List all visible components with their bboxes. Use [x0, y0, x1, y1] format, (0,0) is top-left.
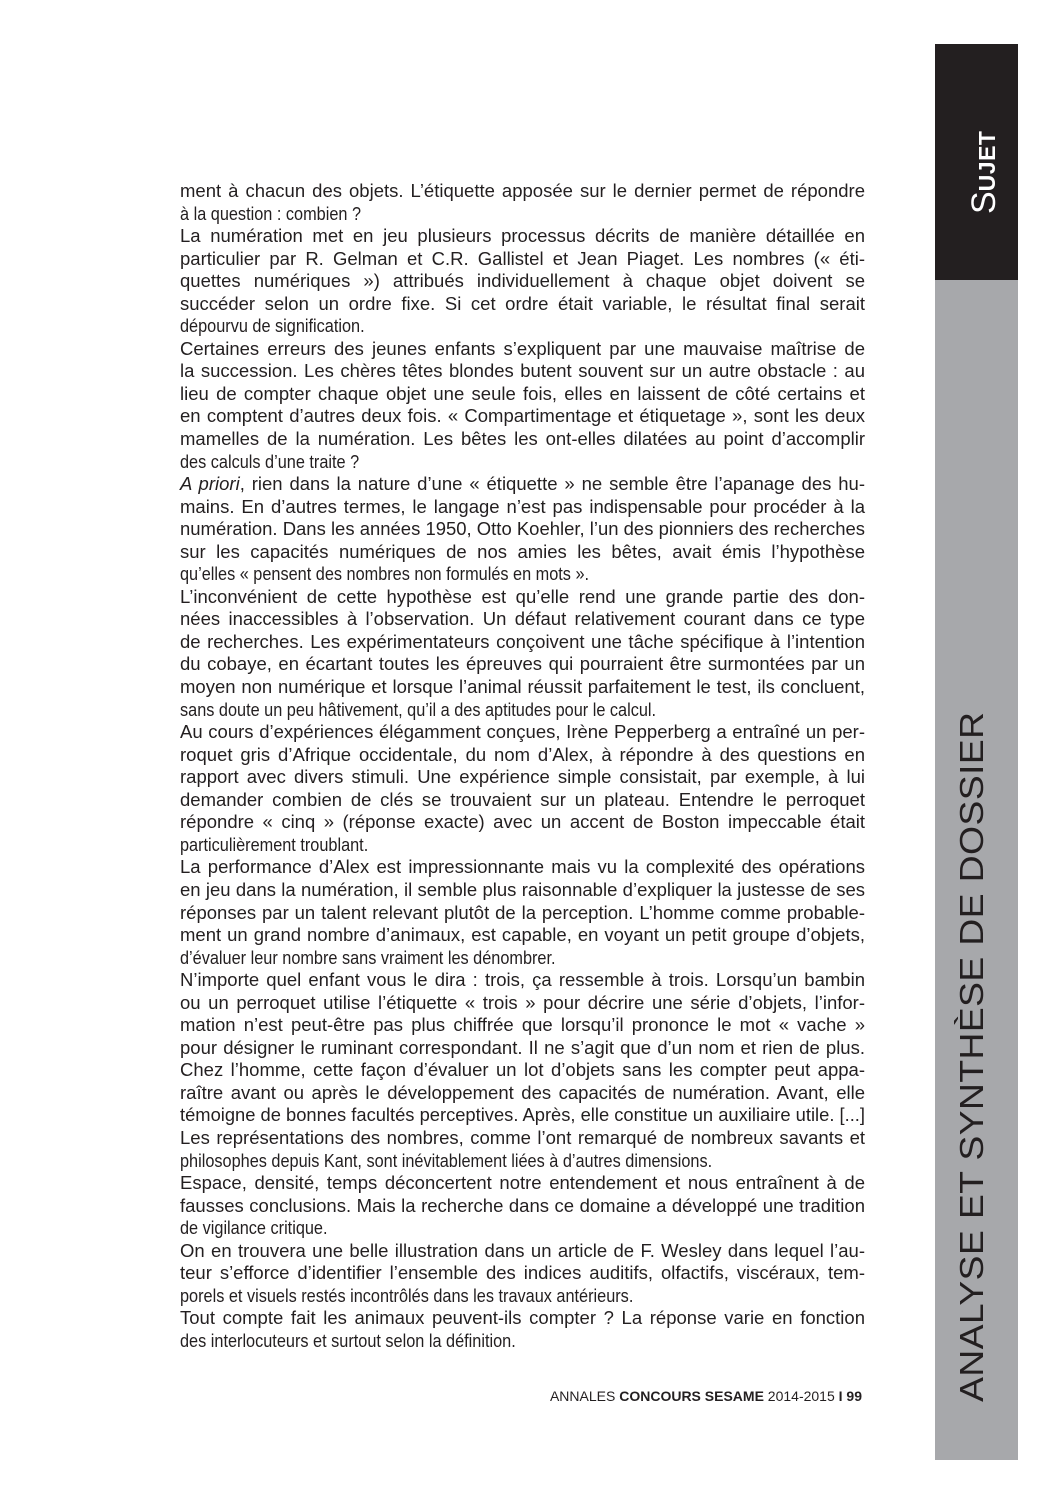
text-line: qu’elles « pensent des nombres non formulés en mots ». — [180, 563, 590, 585]
text-line: sans doute un peu hâtivement, qu’il a des aptitudes pour le calcul. — [180, 698, 657, 720]
text-line: sur les capacités numériques de nos amies les bêtes, avait émis l’hypothèse — [180, 540, 865, 562]
section-title: ANALYSE ET SYNTHÈSE DE DOSSIER — [953, 711, 990, 1402]
text-line: particulièrement troublant. — [180, 833, 369, 855]
text-line: des interlocuteurs et surtout selon la définition. — [180, 1329, 516, 1351]
text-line: répondre « cinq » (réponse exacte) avec un accent de Boston impeccable était — [180, 811, 865, 833]
text-line: philosophes depuis Kant, sont inévitablement liées à d’autres dimensions. — [180, 1149, 713, 1171]
text-line: rapport avec divers stimuli. Une expérience simple consistait, par exemple, à lui — [180, 766, 865, 788]
paragraph — [180, 338, 865, 473]
text-line: réponses par un talent relevant plutôt de la perception. L’homme comme probable- — [180, 901, 865, 923]
text-line: porels et visuels restés incontrôlés dans les travaux antérieurs. — [180, 1284, 634, 1306]
tab-label-rest: UJET — [974, 130, 1000, 192]
paragraph — [180, 1127, 865, 1172]
text-line: A priori, rien dans la nature d’une « étiquette » ne semble être l’apanage des hu- — [180, 473, 865, 495]
page-footer — [550, 1388, 862, 1404]
text-line: pour désigner le ruminant correspondant. Il ne s’agit que d’un nom et rien de plus. — [180, 1036, 865, 1058]
paragraph — [180, 1172, 865, 1240]
paragraph — [180, 1240, 865, 1308]
text-line: la succession. Les chères têtes blondes butent souvent sur un autre obstacle : au — [180, 360, 865, 382]
text-line: Chez l’homme, cette façon d’évaluer un lot d’objets sans les compter peut appa- — [180, 1059, 865, 1081]
footer-prefix: ANNALES — [549, 1388, 616, 1404]
text-line: fausses conclusions. Mais la recherche dans ce domaine a développé une tradition — [180, 1194, 865, 1216]
text-line: Espace, densité, temps déconcertent notre entendement et nous entraînent à de — [180, 1172, 865, 1194]
paragraph — [180, 225, 865, 338]
footer-years: 2014-2015 — [767, 1388, 835, 1404]
text-line: ment à chacun des objets. L’étiquette apposée sur le dernier permet de répondre — [180, 180, 865, 201]
page-number: 99 — [846, 1388, 862, 1404]
body-text — [180, 180, 865, 1352]
text-line: Au cours d’expériences élégamment conçues, Irène Pepperberg a entraîné un per- — [180, 721, 865, 743]
text-line: On en trouvera une belle illustration dans un article de F. Wesley dans lequel l’au- — [180, 1239, 865, 1261]
text-line: moyen non numérique et lorsque l’animal réussit parfaitement le test, ils concluent, — [180, 676, 865, 698]
text-line: quettes numériques ») attribués individuellement à chaque objet doivent se — [180, 270, 865, 292]
text-line: mamelles de la numération. Les bêtes les ont-elles dilatées au point d’accomplir — [180, 428, 865, 450]
footer-separator: I — [838, 1388, 843, 1404]
tab-label-subject — [967, 131, 1004, 214]
tab-label-initial: S — [965, 191, 1003, 214]
text-line: ou un perroquet utilise l’étiquette « trois » pour décrire une série d’objets, l’infor- — [180, 991, 865, 1013]
paragraph — [180, 1307, 865, 1352]
paragraph — [180, 856, 865, 969]
text-line: ment un grand nombre d’animaux, est capable, en voyant un petit groupe d’objets, — [180, 924, 865, 946]
text-line: teur s’efforce d’identifier l’ensemble des indices auditifs, olfactifs, viscéraux, tem- — [180, 1262, 865, 1284]
text-line: dépourvu de signification. — [180, 315, 365, 337]
text-line: succéder selon un ordre fixe. Si cet ordre était variable, le résultat final serait — [180, 292, 865, 314]
text-line: particulier par R. Gelman et C.R. Gallistel et Jean Piaget. Les nombres (« éti- — [180, 247, 865, 269]
text-line: des calculs d’une traite ? — [180, 450, 360, 472]
text-line: de recherches. Les expérimentateurs conçoivent une tâche spécifique à l’intention — [180, 630, 865, 652]
footer-publication: CONCOURS SESAME — [619, 1388, 764, 1404]
text-line: mation n’est peut-être pas plus chiffrée que lorsqu’il prononce le mot « vache » — [180, 1014, 865, 1036]
italic-term: A priori — [180, 473, 240, 495]
text-line: du cobaye, en écartant toutes les épreuves qui pourraient être surmontées par un — [180, 653, 865, 675]
paragraph — [180, 473, 865, 586]
paragraph — [180, 969, 865, 1127]
paragraph — [180, 180, 865, 225]
text-line: Les représentations des nombres, comme l’ont remarqué de nombreux savants et — [180, 1126, 865, 1148]
text-line: La numération met en jeu plusieurs processus décrits de manière détaillée en — [180, 225, 865, 247]
text-line: lieu de compter chaque objet une seule fois, elles en laissent de côté certains et — [180, 382, 865, 404]
text-line: roquet gris d’Afrique occidentale, du nom d’Alex, à répondre à des questions en — [180, 743, 865, 765]
text-line: demander combien de clés se trouvaient sur un plateau. Entendre le perroquet — [180, 788, 865, 810]
text-line: L’inconvénient de cette hypothèse est qu’elle rend une grande partie des don- — [180, 585, 865, 607]
text-line: Certaines erreurs des jeunes enfants s’expliquent par une mauvaise maîtrise de — [180, 337, 865, 359]
text-line: La performance d’Alex est impressionnante mais vu la complexité des opérations — [180, 856, 865, 878]
text-line: témoigne de bonnes facultés perceptives. Après, elle constitue un auxiliaire utile. [...] — [180, 1104, 865, 1126]
text-line: en comptent d’autres deux fois. « Compartimentage et étiquetage », sont les deux — [180, 405, 865, 427]
text-line: d’évaluer leur nombre sans vraiment les dénombrer. — [180, 946, 556, 968]
text-line: numération. Dans les années 1950, Otto Koehler, l’un des pionniers des recherches — [180, 518, 865, 540]
text-line: Tout compte fait les animaux peuvent-ils compter ? La réponse varie en fonction — [180, 1307, 865, 1329]
paragraph — [180, 721, 865, 856]
text-line: en jeu dans la numération, il semble plus raisonnable d’expliquer la justesse de ses — [180, 878, 865, 900]
text-line: mains. En d’autres termes, le langage n’est pas indispensable pour procéder à la — [180, 495, 865, 517]
text-line: à la question : combien ? — [180, 202, 362, 224]
text-line: nées inaccessibles à l’observation. Un défaut relativement courant dans ce type — [180, 608, 865, 630]
text-line: de vigilance critique. — [180, 1217, 328, 1239]
text-line: N’importe quel enfant vous le dira : trois, ça ressemble à trois. Lorsqu’un bambin — [180, 969, 865, 991]
text-line: raître avant ou après le développement des capacités de numération. Avant, elle — [180, 1081, 865, 1103]
paragraph — [180, 586, 865, 721]
